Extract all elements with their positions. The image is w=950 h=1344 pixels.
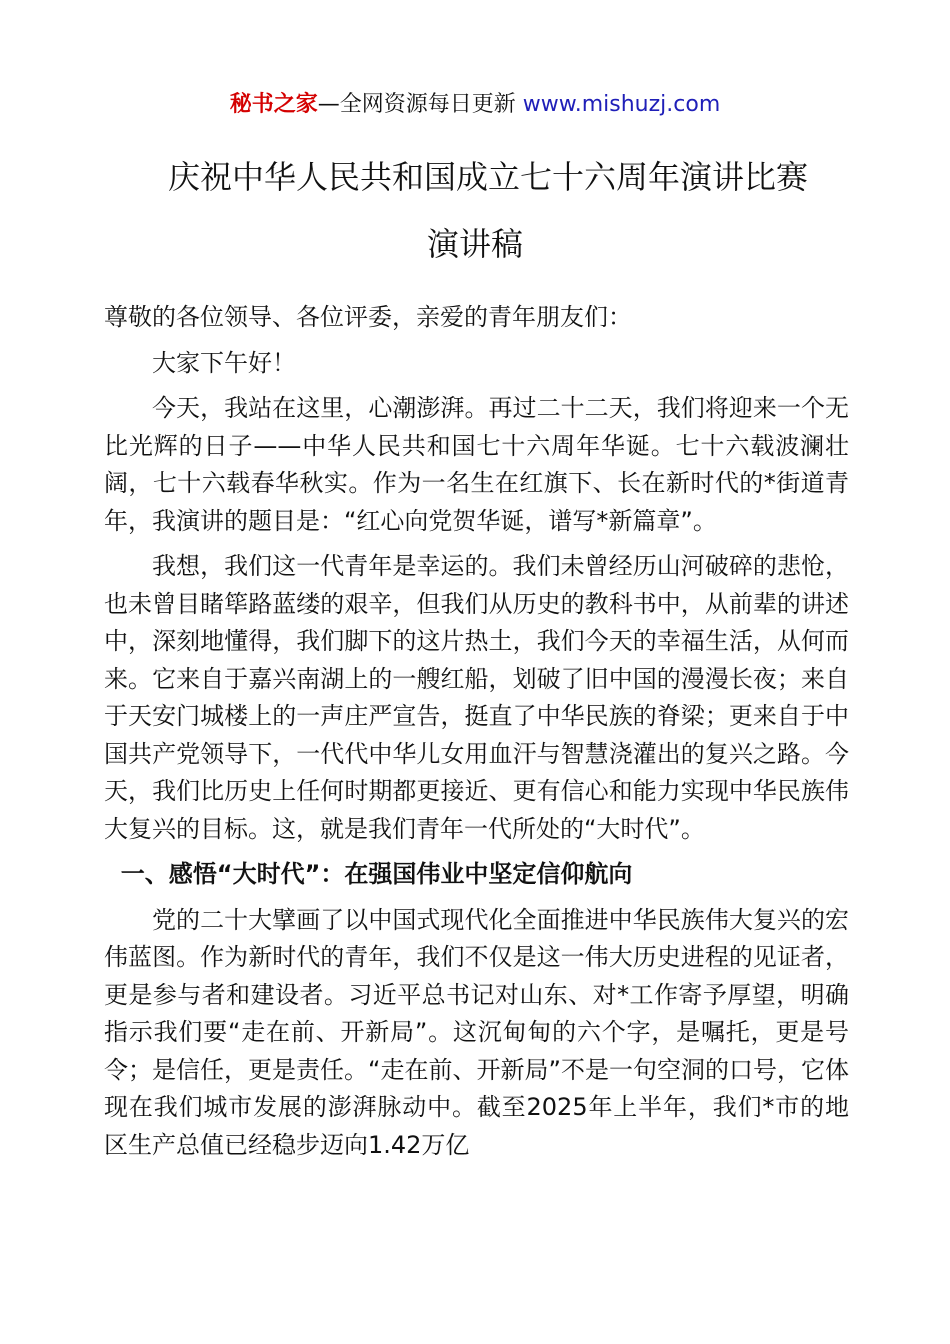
paragraph-3: 党的二十大擘画了以中国式现代化全面推进中华民族伟大复兴的宏伟蓝图。作为新时代的青年，我们不仅是这一伟大历史进程的见证者，更是参与者和建设者。习近平总书记对山东、对*工作寄予厚望，明确指示我们要“走在前、开新局”。这沉甸甸的六个字，是嘱托，更是号令；是信任，更是责任。“走在前、开新局”不是一句空洞的口号，它体现在我们城市发展的澎湃脉动中。截至2025年上半年，我们*市的地区生产总值已经稳步迈向1.42万亿	[104, 905, 849, 1159]
site-url-link[interactable]: www.mishuzj.com	[522, 92, 721, 117]
site-tagline: —全网资源每日更新	[317, 92, 516, 117]
document-title-line1: 庆祝中华人民共和国成立七十六周年演讲比赛	[167, 158, 808, 196]
paragraph-1: 今天，我站在这里，心潮澎湃。再过二十二天，我们将迎来一个无比光辉的日子——中华人民共和国七十六周年华诞。七十六载波澜壮阔，七十六载春华秋实。作为一名生在红旗下、长在新时代的*街道青年，我演讲的题目是：“红心向党贺华诞，谱写*新篇章”。	[104, 394, 849, 535]
site-header	[0, 88, 950, 122]
salutation: 尊敬的各位领导、各位评委，亲爱的青年朋友们：	[104, 303, 632, 331]
greeting: 大家下午好！	[152, 348, 296, 377]
document-body	[104, 299, 849, 1172]
paragraph-2: 我想，我们这一代青年是幸运的。我们未曾经历山河破碎的悲怆，也未曾目睹筚路蓝缕的艰辛，但我们从历史的教科书中，从前辈的讲述中，深刻地懂得，我们脚下的这片热土，我们今天的幸福生活，从何而来。它来自于嘉兴南湖上的一艘红船，划破了旧中国的漫漫长夜；来自于天安门城楼上的一声庄严宣告，挺直了中华民族的脊梁；更来自于中国共产党领导下，一代代中华儿女用血汗与智慧浇灌出的复兴之路。今天，我们比历史上任何时期都更接近、更有信心和能力实现中华民族伟大复兴的目标。这，就是我们青年一代所处的“大时代”。	[104, 552, 849, 843]
document-title-line2: 演讲稿	[426, 225, 523, 263]
site-brand[interactable]: 秘书之家	[229, 92, 318, 117]
section-heading-1: 一、感悟“大时代”：在强国伟业中坚定信仰航向	[120, 860, 633, 888]
